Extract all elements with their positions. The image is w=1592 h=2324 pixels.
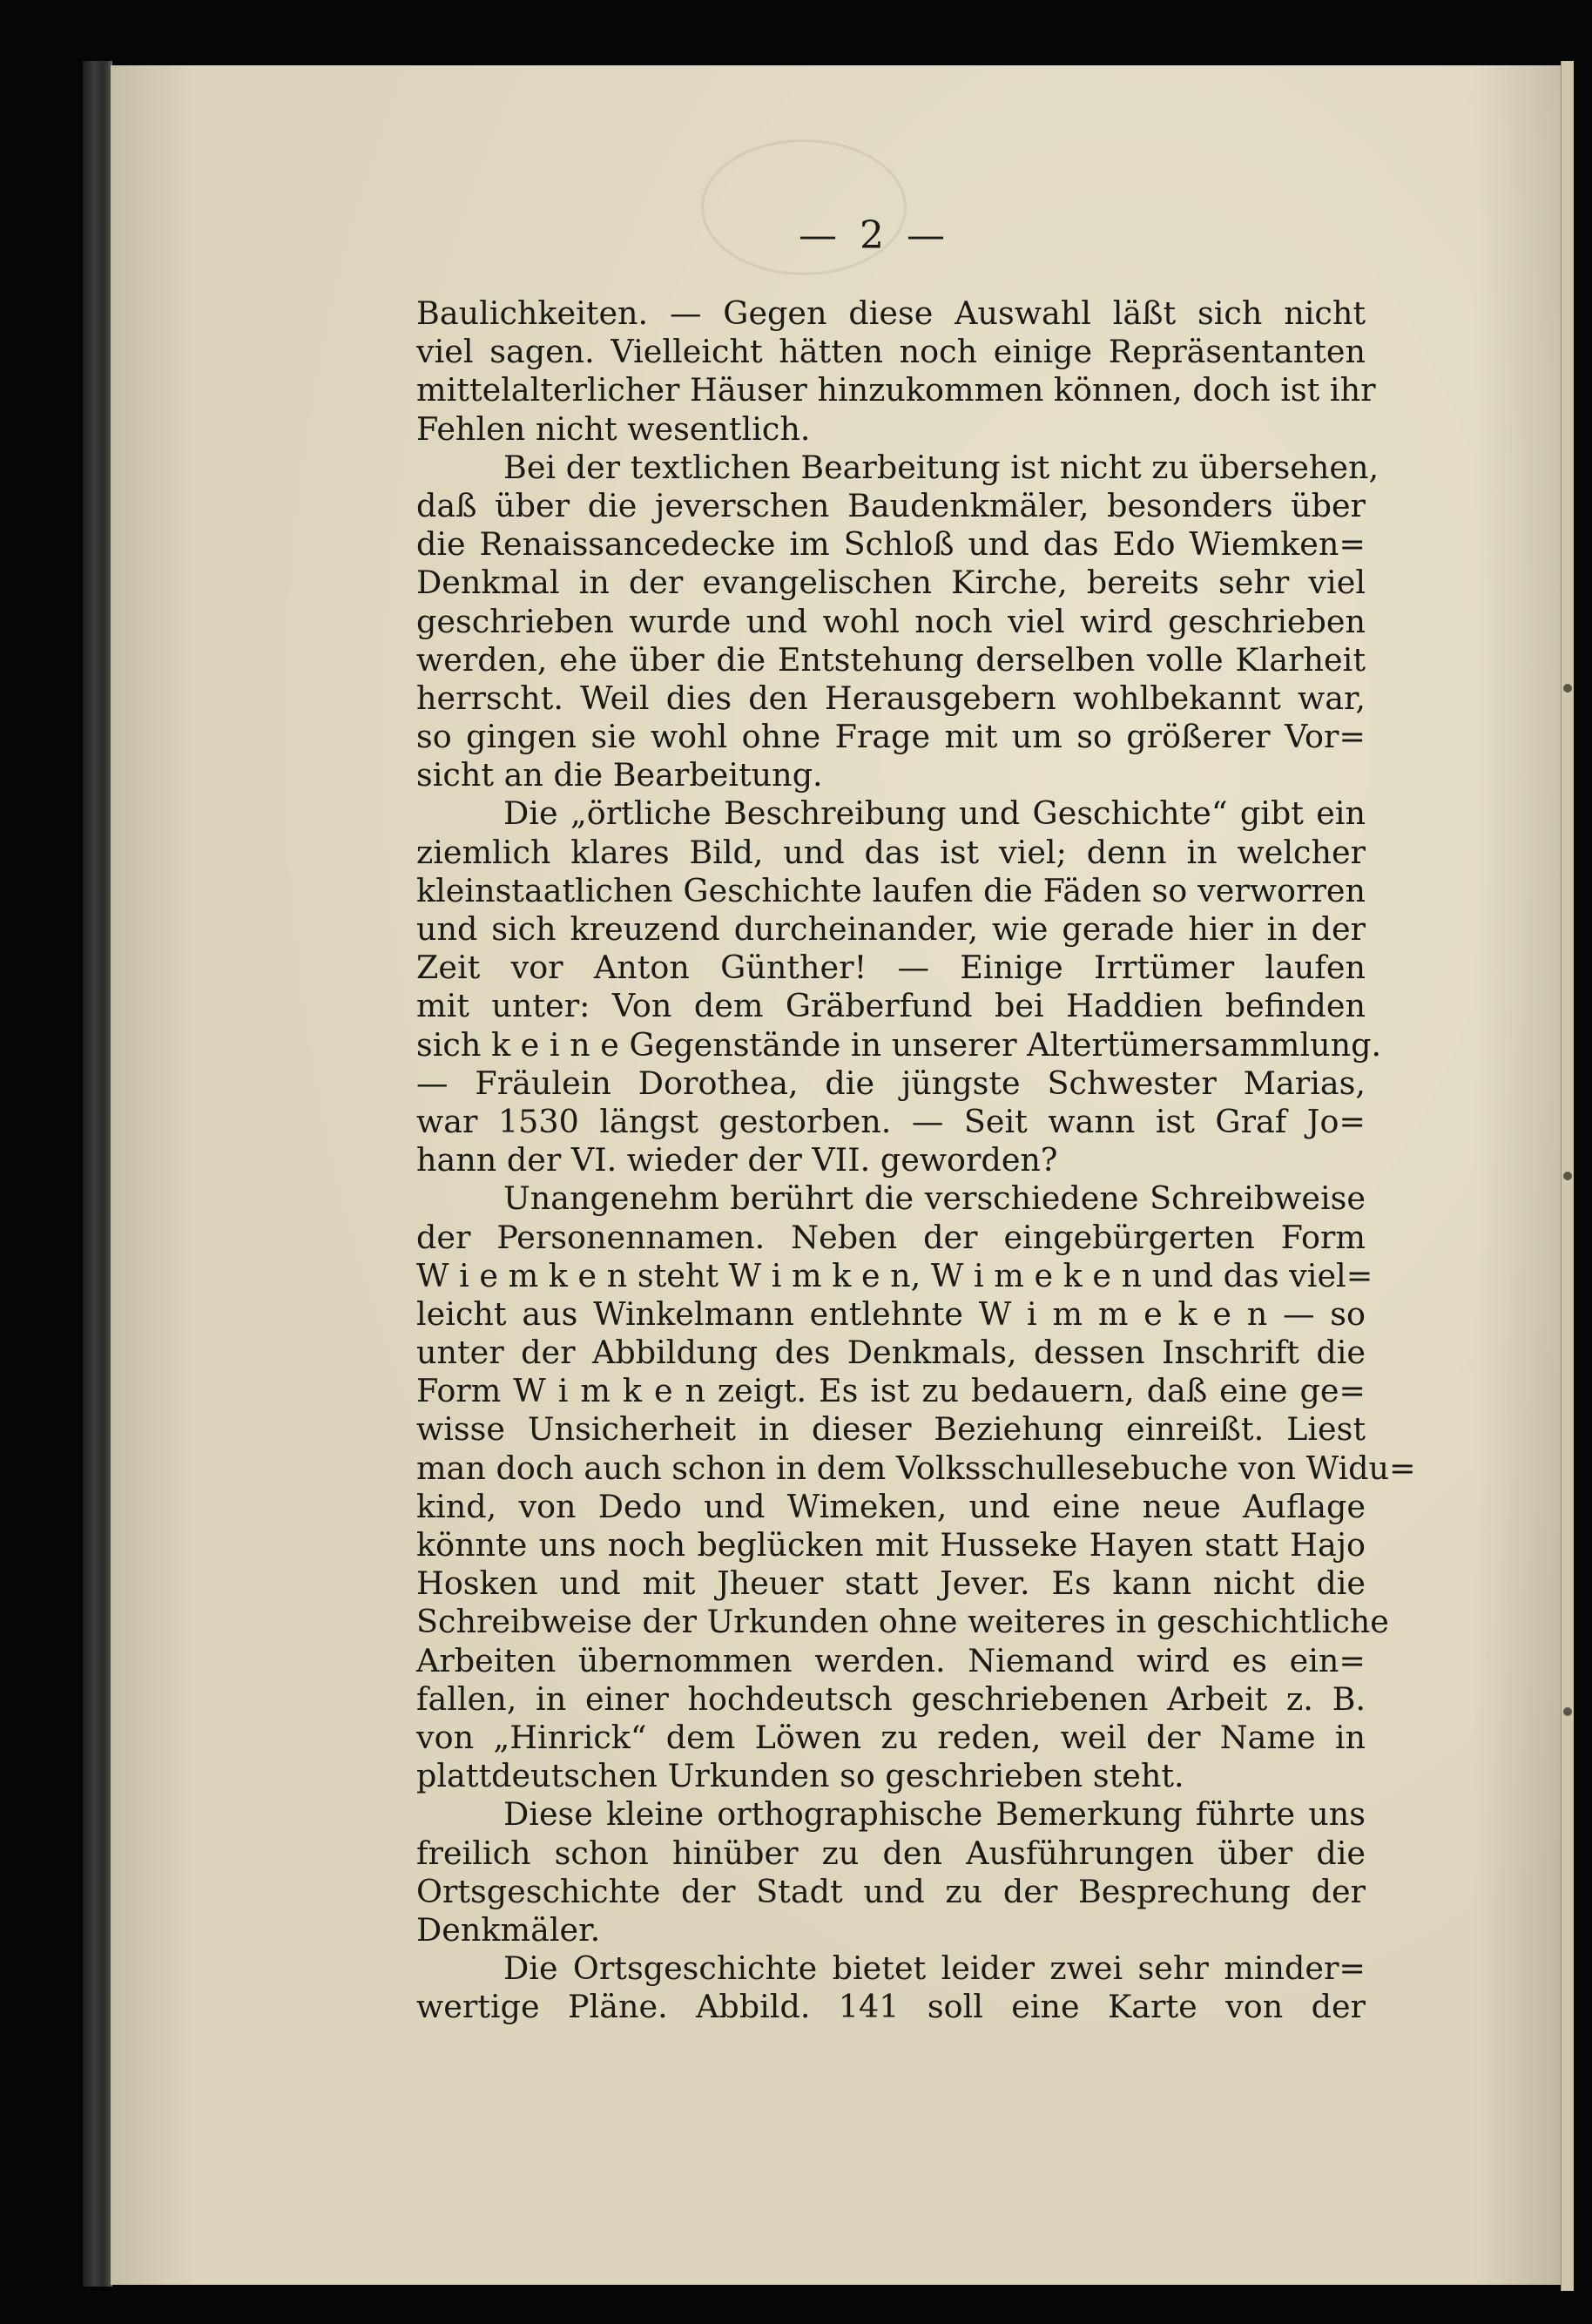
text-line: war 1530 längst gestorben. — Seit wann ist Graf Jo= <box>416 1102 1366 1140</box>
text-line: freilich schon hinüber zu den Ausführungen über die <box>416 1834 1366 1872</box>
text-line: Diese kleine orthographische Bemerkung führte uns <box>503 1795 1366 1834</box>
text-line: Die Ortsgeschichte bietet leider zwei sehr minder= <box>503 1949 1366 1988</box>
text-line: ziemlich klares Bild, und das ist viel; denn in welcher <box>416 833 1366 871</box>
text-line: sich k e i n e Gegenstände in unserer Altertümersammlung. <box>416 1025 1382 1064</box>
text-line: und sich kreuzend durcheinander, wie gerade hier in der <box>416 910 1366 948</box>
text-line: Die „örtliche Beschreibung und Geschichte“ gibt ein <box>503 794 1366 833</box>
text-line: Denkmal in der evangelischen Kirche, bereits sehr viel <box>416 564 1366 602</box>
text-line: fallen, in einer hochdeutsch geschriebenen Arbeit z. B. <box>416 1679 1366 1718</box>
text-line: sicht an die Bearbeitung. <box>416 756 823 794</box>
text-line: geschrieben wurde und wohl noch viel wird geschrieben <box>416 602 1366 640</box>
text-line: Baulichkeiten. — Gegen diese Auswahl läßt sich nicht <box>416 294 1366 332</box>
text-line: herrscht. Weil dies den Herausgebern wohlbekannt war, <box>416 679 1366 717</box>
text-line: Bei der textlichen Bearbeitung ist nicht zu übersehen, <box>503 448 1380 486</box>
text-line: Ortsgeschichte der Stadt und zu der Besprechung der <box>416 1872 1366 1910</box>
text-line: kleinstaatlichen Geschichte laufen die Fäden so verworren <box>416 871 1366 909</box>
text-line: W i e m k e n steht W i m k e n, W i m e k e n und das viel= <box>416 1256 1373 1294</box>
text-line: mittelalterlicher Häuser hinzukommen können, doch ist ihr <box>416 371 1376 409</box>
text-line: daß über die jeverschen Baudenkmäler, besonders über <box>416 486 1366 524</box>
body-text <box>416 294 1416 2026</box>
text-line: leicht aus Winkelmann entlehnte W i m m e k e n — so <box>416 1294 1366 1333</box>
text-line: wisse Unsicherheit in dieser Beziehung einreißt. Liest <box>416 1410 1366 1449</box>
text-line: Hosken und mit Jheuer statt Jever. Es kann nicht die <box>416 1564 1366 1603</box>
text-line: Fehlen nicht wesentlich. <box>416 409 811 448</box>
text-line: man doch auch schon in dem Volksschullesebuche von Widu= <box>416 1449 1416 1487</box>
text-line: Form W i m k e n zeigt. Es ist zu bedauern, daß eine ge= <box>416 1372 1366 1410</box>
book-binding-edge <box>83 61 112 2287</box>
page-number: — 2 — <box>799 213 950 258</box>
text-line: so gingen sie wohl ohne Frage mit um so größerer Vor= <box>416 718 1366 756</box>
text-line: könnte uns noch beglücken mit Husseke Hayen statt Hajo <box>416 1526 1366 1564</box>
text-line: mit unter: Von dem Gräberfund bei Haddien befinden <box>416 987 1366 1025</box>
text-line: unter der Abbildung des Denkmals, dessen Inschrift die <box>416 1334 1366 1372</box>
text-line: hann der VI. wieder der VII. geworden? <box>416 1141 1058 1179</box>
text-line: Denkmäler. <box>416 1910 601 1949</box>
text-line: die Renaissancedecke im Schloß und das Edo Wiemken= <box>416 525 1366 564</box>
text-line: der Personennamen. Neben der eingebürgerten Form <box>416 1218 1366 1256</box>
text-line: von „Hinrick“ dem Löwen zu reden, weil der Name in <box>416 1718 1366 1756</box>
text-line: — Fräulein Dorothea, die jüngste Schwester Marias, <box>416 1064 1366 1102</box>
paper-speck <box>1563 1707 1572 1716</box>
text-line: wertige Pläne. Abbild. 141 soll eine Karte von der <box>416 1988 1366 2026</box>
paper-speck <box>1563 1172 1572 1180</box>
text-line: Schreibweise der Urkunden ohne weiteres in geschichtliche <box>416 1603 1389 1641</box>
text-line: werden, ehe über die Entstehung derselben volle Klarheit <box>416 640 1366 679</box>
text-line: plattdeutschen Urkunden so geschrieben steht. <box>416 1757 1184 1795</box>
paper-speck <box>1563 684 1572 692</box>
text-line: Arbeiten übernommen werden. Niemand wird es ein= <box>416 1641 1366 1679</box>
text-line: kind, von Dedo und Wimeken, und eine neue Auflage <box>416 1487 1366 1525</box>
text-line: Unangenehm berührt die verschiedene Schreibweise <box>503 1179 1366 1218</box>
text-line: Zeit vor Anton Günther! — Einige Irrtümer laufen <box>416 949 1366 987</box>
text-line: viel sagen. Vielleicht hätten noch einige Repräsentanten <box>416 333 1366 371</box>
